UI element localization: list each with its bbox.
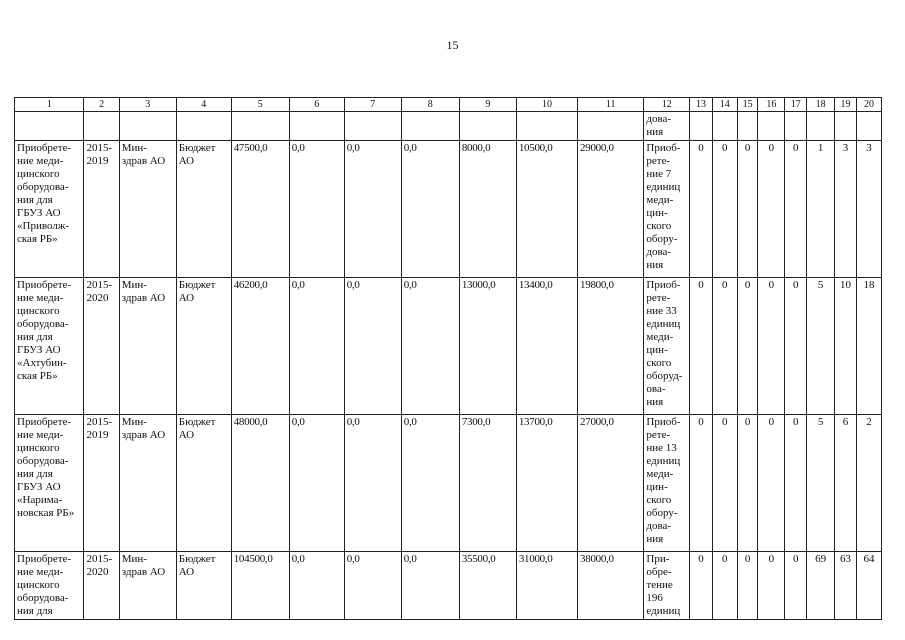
table-cell bbox=[856, 141, 881, 278]
cell-value: 35500,0 bbox=[461, 553, 496, 565]
cell-value: 0 bbox=[768, 416, 775, 428]
table-row bbox=[15, 278, 882, 415]
cell-value: 0,0 bbox=[403, 553, 417, 565]
cell-value: 0 bbox=[744, 553, 751, 565]
table-cell bbox=[690, 112, 713, 141]
cell-value: 0 bbox=[698, 279, 704, 291]
table-cell bbox=[119, 141, 176, 278]
table-cell bbox=[835, 552, 857, 620]
table-cell bbox=[807, 415, 835, 552]
table-cell bbox=[459, 552, 516, 620]
cell-value: 0 bbox=[768, 553, 775, 565]
table-cell bbox=[344, 112, 401, 141]
cell-value: 64 bbox=[863, 553, 875, 565]
cell-value: 0 bbox=[768, 142, 775, 154]
cell-value: 38000,0 bbox=[580, 553, 614, 565]
header-cell: 2 bbox=[84, 98, 119, 112]
table-cell bbox=[289, 278, 344, 415]
cell-value: 0,0 bbox=[403, 279, 417, 291]
cell-value: 0,0 bbox=[291, 279, 305, 291]
table-cell bbox=[231, 278, 289, 415]
table-cell bbox=[578, 278, 644, 415]
cell-value: 0,0 bbox=[403, 142, 417, 154]
table-cell bbox=[119, 552, 176, 620]
cell-value: 2015- 2020 bbox=[86, 279, 113, 304]
table-cell bbox=[644, 415, 690, 552]
table-cell bbox=[84, 278, 119, 415]
cell-value: 27000,0 bbox=[580, 416, 614, 428]
header-cell: 15 bbox=[737, 98, 758, 112]
table-cell bbox=[807, 141, 835, 278]
cell-value: 2 bbox=[866, 416, 872, 428]
table-cell bbox=[690, 415, 713, 552]
table-cell bbox=[712, 552, 737, 620]
table-cell bbox=[516, 112, 577, 141]
table-cell bbox=[401, 112, 459, 141]
table-cell bbox=[84, 415, 119, 552]
cell-value: 0 bbox=[793, 142, 799, 154]
table-cell bbox=[344, 415, 401, 552]
measure-name: Приобрете- ние меди- цинского оборудова- ния для bbox=[17, 553, 72, 617]
header-cell: 5 bbox=[231, 98, 289, 112]
table-cell bbox=[835, 415, 857, 552]
table-cell bbox=[344, 552, 401, 620]
table-cell bbox=[712, 278, 737, 415]
table-cell bbox=[289, 141, 344, 278]
measure-name: Приобрете- ние меди- цинского оборудова- ния для ГБУЗ АО «Ахтубин- ская РБ» bbox=[17, 279, 72, 382]
table-cell bbox=[856, 552, 881, 620]
cell-value: 0 bbox=[698, 553, 704, 565]
cell-value: 0,0 bbox=[346, 416, 360, 428]
cell-value: 10 bbox=[840, 279, 852, 291]
table-cell bbox=[835, 278, 857, 415]
cell-value: 0,0 bbox=[346, 279, 360, 291]
table-cell bbox=[176, 141, 231, 278]
cell-value: 19800,0 bbox=[580, 279, 614, 291]
header-cell: 19 bbox=[835, 98, 857, 112]
cell-value: 0 bbox=[768, 279, 775, 291]
measure-name: Приобрете- ние меди- цинского оборудова- ния для ГБУЗ АО «Приволж- ская РБ» bbox=[17, 142, 72, 245]
table-cell bbox=[119, 112, 176, 141]
table-cell bbox=[578, 415, 644, 552]
table-cell bbox=[15, 141, 84, 278]
table-cell bbox=[289, 552, 344, 620]
cell-value: Бюджет АО bbox=[178, 142, 216, 167]
cell-value: 0 bbox=[744, 279, 751, 291]
cell-value: 0 bbox=[722, 142, 728, 154]
cell-value: 0 bbox=[793, 553, 799, 565]
table-cell bbox=[231, 552, 289, 620]
cell-value: 29000,0 bbox=[580, 142, 614, 154]
table-cell bbox=[737, 415, 758, 552]
cell-value: 13400,0 bbox=[518, 279, 553, 291]
table-cell bbox=[737, 552, 758, 620]
header-cell: 12 bbox=[644, 98, 690, 112]
cell-value: 13700,0 bbox=[518, 416, 553, 428]
table-cell bbox=[758, 141, 785, 278]
table-cell bbox=[644, 278, 690, 415]
cell-value: 0,0 bbox=[291, 142, 305, 154]
table-cell bbox=[785, 141, 807, 278]
cell-value: Мин- здрав АО bbox=[121, 142, 166, 167]
table-cell bbox=[516, 415, 577, 552]
cell-value: Бюджет АО bbox=[178, 416, 216, 441]
cell-value: 0 bbox=[698, 142, 704, 154]
cell-value: 10500,0 bbox=[518, 142, 553, 154]
cell-value: 46200,0 bbox=[233, 279, 268, 291]
table-cell bbox=[516, 141, 577, 278]
table-cell bbox=[15, 552, 84, 620]
table-cell bbox=[516, 552, 577, 620]
table-cell bbox=[15, 278, 84, 415]
cell-value: 6 bbox=[842, 416, 849, 428]
table-cell bbox=[807, 112, 835, 141]
header-cell: 1 bbox=[15, 98, 84, 112]
table-cell bbox=[344, 141, 401, 278]
cell-value: 63 bbox=[840, 553, 852, 565]
cell-value: 0,0 bbox=[403, 416, 417, 428]
cell-value: 0 bbox=[722, 279, 728, 291]
table-cell bbox=[737, 112, 758, 141]
table-cell bbox=[785, 415, 807, 552]
cell-value: 8000,0 bbox=[461, 142, 491, 154]
table-cell bbox=[785, 278, 807, 415]
result-text: При- обре- тение 196 единиц bbox=[646, 553, 681, 617]
table-cell bbox=[401, 278, 459, 415]
table-cell bbox=[578, 112, 644, 141]
table-cell bbox=[807, 552, 835, 620]
header-row bbox=[15, 98, 882, 112]
cell-value: 2015- 2020 bbox=[86, 553, 113, 578]
table-cell bbox=[231, 141, 289, 278]
table-cell bbox=[690, 552, 713, 620]
cell-value: 0 bbox=[722, 416, 728, 428]
header-cell: 3 bbox=[119, 98, 176, 112]
cell-value: 3 bbox=[842, 142, 849, 154]
header-cell: 14 bbox=[712, 98, 737, 112]
table-cell bbox=[712, 141, 737, 278]
table-cell bbox=[289, 415, 344, 552]
cell-value: 69 bbox=[815, 553, 827, 565]
cell-value: Бюджет АО bbox=[178, 553, 216, 578]
table-cell bbox=[712, 415, 737, 552]
table-row bbox=[15, 552, 882, 620]
cell-value: 2015- 2019 bbox=[86, 142, 113, 167]
table-cell bbox=[835, 141, 857, 278]
cell-value: 5 bbox=[817, 416, 824, 428]
table-cell bbox=[737, 141, 758, 278]
cell-value: 0,0 bbox=[346, 142, 360, 154]
table-cell bbox=[578, 552, 644, 620]
table-cell bbox=[758, 278, 785, 415]
header-cell: 16 bbox=[758, 98, 785, 112]
cell-value: 7300,0 bbox=[461, 416, 491, 428]
table-row bbox=[15, 141, 882, 278]
table-cell bbox=[401, 415, 459, 552]
table-cell bbox=[690, 278, 713, 415]
table-cell bbox=[758, 112, 785, 141]
table-cell bbox=[737, 278, 758, 415]
table-cell bbox=[176, 552, 231, 620]
header-cell: 13 bbox=[690, 98, 713, 112]
cell-value: 31000,0 bbox=[518, 553, 553, 565]
cell-value: 0,0 bbox=[291, 553, 305, 565]
table-cell bbox=[289, 112, 344, 141]
cell-value: Мин- здрав АО bbox=[121, 279, 166, 304]
table-cell bbox=[785, 552, 807, 620]
cell-value: Бюджет АО bbox=[178, 279, 216, 304]
page-number: 15 bbox=[446, 38, 459, 52]
table-cell bbox=[785, 112, 807, 141]
result-text: Приоб- рете- ние 7 единиц меди- цин- ского обору- дова- ния bbox=[646, 142, 681, 271]
table-row bbox=[15, 415, 882, 552]
cell-value: 0,0 bbox=[291, 416, 305, 428]
header-cell: 9 bbox=[459, 98, 516, 112]
result-text: дова- ния bbox=[646, 113, 672, 138]
table-cell bbox=[712, 112, 737, 141]
header-cell: 11 bbox=[578, 98, 644, 112]
table-cell bbox=[856, 112, 881, 141]
header-cell: 20 bbox=[856, 98, 881, 112]
measure-name: Приобрете- ние меди- цинского оборудова- ния для ГБУЗ АО «Нарима- новская РБ» bbox=[17, 416, 75, 519]
table-cell bbox=[459, 278, 516, 415]
cell-value: 48000,0 bbox=[233, 416, 268, 428]
table-cell bbox=[176, 112, 231, 141]
header-cell: 4 bbox=[176, 98, 231, 112]
cell-value: 3 bbox=[866, 142, 872, 154]
cell-value: 0 bbox=[744, 142, 751, 154]
table-cell bbox=[578, 141, 644, 278]
cell-value: 0 bbox=[722, 553, 728, 565]
cell-value: Мин- здрав АО bbox=[121, 416, 166, 441]
cell-value: 0 bbox=[793, 416, 799, 428]
table-cell bbox=[516, 278, 577, 415]
table-cell bbox=[15, 415, 84, 552]
table-cell bbox=[644, 141, 690, 278]
table-cell bbox=[856, 415, 881, 552]
table-cell bbox=[15, 112, 84, 141]
table-cell bbox=[84, 552, 119, 620]
cell-value: 5 bbox=[817, 279, 824, 291]
table-cell bbox=[856, 278, 881, 415]
header-cell: 17 bbox=[785, 98, 807, 112]
cell-value: 0 bbox=[744, 416, 751, 428]
table-cell bbox=[176, 278, 231, 415]
cell-value: Мин- здрав АО bbox=[121, 553, 166, 578]
continuation-row bbox=[15, 112, 882, 141]
table-cell bbox=[176, 415, 231, 552]
cell-value: 13000,0 bbox=[461, 279, 496, 291]
table-cell bbox=[644, 112, 690, 141]
cell-value: 47500,0 bbox=[233, 142, 268, 154]
table-cell bbox=[84, 141, 119, 278]
table-cell bbox=[401, 552, 459, 620]
table-cell bbox=[835, 112, 857, 141]
table-cell bbox=[231, 415, 289, 552]
cell-value: 104500,0 bbox=[233, 553, 273, 565]
table-cell bbox=[119, 415, 176, 552]
header-cell: 8 bbox=[401, 98, 459, 112]
table-cell bbox=[690, 141, 713, 278]
header-cell: 18 bbox=[807, 98, 835, 112]
result-text: Приоб- рете- ние 33 единиц меди- цин- ского оборуд- ова- ния bbox=[646, 279, 683, 408]
table-cell bbox=[231, 112, 289, 141]
cell-value: 0,0 bbox=[346, 553, 360, 565]
cell-value: 0 bbox=[698, 416, 704, 428]
cell-value: 0 bbox=[793, 279, 799, 291]
table-cell bbox=[644, 552, 690, 620]
result-text: Приоб- рете- ние 13 единиц меди- цин- ского обору- дова- ния bbox=[646, 416, 681, 545]
table-cell bbox=[84, 112, 119, 141]
table-cell bbox=[344, 278, 401, 415]
header-cell: 7 bbox=[344, 98, 401, 112]
table-cell bbox=[459, 141, 516, 278]
table-cell bbox=[401, 141, 459, 278]
header-cell: 10 bbox=[516, 98, 577, 112]
table-cell bbox=[119, 278, 176, 415]
table-cell bbox=[807, 278, 835, 415]
header-cell: 6 bbox=[289, 98, 344, 112]
table-cell bbox=[758, 552, 785, 620]
table-cell bbox=[758, 415, 785, 552]
cell-value: 2015- 2019 bbox=[86, 416, 113, 441]
program-table bbox=[14, 97, 882, 620]
cell-value: 1 bbox=[817, 142, 824, 154]
table-cell bbox=[459, 112, 516, 141]
cell-value: 18 bbox=[863, 279, 875, 291]
table-cell bbox=[459, 415, 516, 552]
